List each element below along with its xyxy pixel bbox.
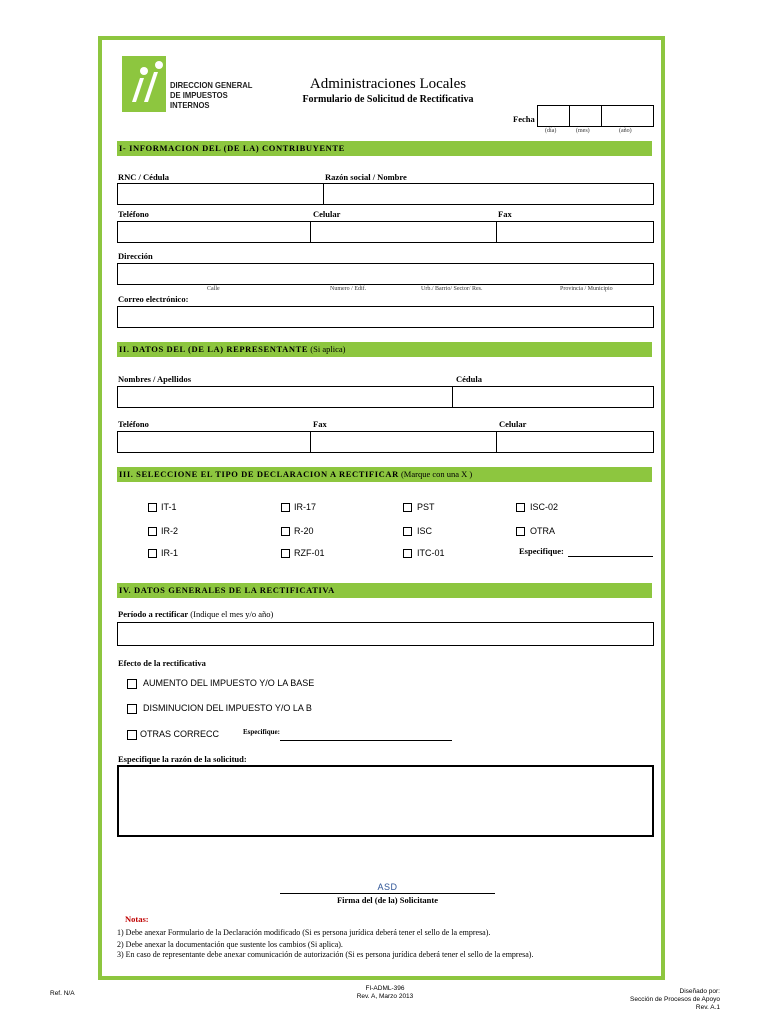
otras-label: OTRAS CORRECC <box>140 729 220 739</box>
fecha-divider <box>601 105 602 127</box>
rnc-razon-field[interactable] <box>117 183 654 205</box>
otras-especifique-label: Especifique: <box>243 728 280 736</box>
field-divider <box>496 431 497 453</box>
rnc-label: RNC / Cédula <box>118 172 170 182</box>
direccion-field[interactable] <box>117 263 654 285</box>
urb-hint: Urb./ Barrio/ Sector/ Res. <box>421 286 483 292</box>
aumento-label: AUMENTO DEL IMPUESTO Y/O LA BASE <box>143 678 315 688</box>
isc-checkbox[interactable] <box>403 527 412 536</box>
rep-contact-field[interactable] <box>117 431 654 453</box>
otras-especifique-line[interactable] <box>280 740 452 741</box>
periodo-hint: (Indique el mes y/o año) <box>188 609 274 619</box>
itc01-checkbox[interactable] <box>403 549 412 558</box>
itc01-label: ITC-01 <box>417 548 445 558</box>
section-title: III. SELECCIONE EL TIPO DE DECLARACION A RECTIFICAR <box>119 469 399 479</box>
org-line: DIRECCION GENERAL <box>170 80 253 90</box>
otra-label: OTRA <box>530 526 556 536</box>
footer-code: FI-ADML-396 <box>365 985 405 992</box>
field-divider <box>496 221 497 243</box>
periodo-label <box>118 609 273 619</box>
otras-checkbox[interactable] <box>127 730 137 740</box>
rep-telefono-label: Teléfono <box>118 419 149 429</box>
nombres-label: Nombres / Apellidos <box>118 374 192 384</box>
cedula-label: Cédula <box>456 374 482 384</box>
note-2: 2) Debe anexar la documentación que sustente los cambios (Si aplica). <box>117 940 343 949</box>
ir2-checkbox[interactable] <box>148 527 157 536</box>
section-note: (Marque con una X ) <box>398 469 473 479</box>
celular-label: Celular <box>313 209 341 219</box>
direccion-label: Dirección <box>118 251 153 261</box>
ir17-label: IR-17 <box>294 502 317 512</box>
signature-value[interactable]: ASD <box>377 882 398 892</box>
notes-title: Notas: <box>125 914 149 924</box>
it1-label: IT-1 <box>161 502 177 512</box>
razon-label: Razón social / Nombre <box>325 172 407 182</box>
fecha-label: Fecha <box>513 114 535 124</box>
ir1-label: IR-1 <box>161 548 179 558</box>
rep-celular-label: Celular <box>499 419 527 429</box>
fax-label: Fax <box>498 209 512 219</box>
correo-label: Correo electrónico: <box>118 294 189 304</box>
numero-hint: Numero / Edif. <box>330 286 367 292</box>
page-title: Administraciones Locales <box>309 76 467 92</box>
ir17-checkbox[interactable] <box>281 503 290 512</box>
ir1-checkbox[interactable] <box>148 549 157 558</box>
section-title: II. DATOS DEL (DE LA) REPRESENTANTE <box>119 344 309 354</box>
efecto-label: Efecto de la rectificativa <box>118 658 206 668</box>
especifique-label: Especifique: <box>519 546 564 556</box>
r20-checkbox[interactable] <box>281 527 290 536</box>
rzf01-label: RZF-01 <box>294 548 325 558</box>
isc02-checkbox[interactable] <box>516 503 525 512</box>
periodo-field[interactable] <box>117 622 654 646</box>
org-line: INTERNOS <box>170 100 210 110</box>
field-divider <box>310 431 311 453</box>
note-1: 1) Debe anexar Formulario de la Declaración modificado (Si es persona jurídica deberá tener el sello de la empresa). <box>117 928 491 937</box>
r20-label: R-20 <box>294 526 314 536</box>
fecha-divider <box>569 105 570 127</box>
footer-extra: Rev. A.1 <box>695 1004 720 1011</box>
section-tipo-header <box>117 467 652 482</box>
signature-line <box>280 893 495 894</box>
rzf01-checkbox[interactable] <box>281 549 290 558</box>
dia-label: (día) <box>545 128 557 134</box>
telefono-celular-fax-field[interactable] <box>117 221 654 243</box>
nombres-cedula-field[interactable] <box>117 386 654 408</box>
pst-checkbox[interactable] <box>403 503 412 512</box>
section-generales-header <box>117 583 652 598</box>
footer-ref: Ref. N/A <box>50 990 75 997</box>
especifique-line[interactable] <box>568 556 653 557</box>
section-title: I- INFORMACION DEL (DE LA) CONTRIBUYENTE <box>119 143 345 153</box>
note-3: 3) En caso de representante debe anexar comunicación de autorización (Si es persona jurídica deberá tener el sello de la empresa). <box>117 950 534 959</box>
signature-label: Firma del (de la) Solicitante <box>336 895 439 905</box>
disminucion-checkbox[interactable] <box>127 704 137 714</box>
correo-field[interactable] <box>117 306 654 328</box>
footer-rev: Rev. A, Marzo 2013 <box>356 993 414 1000</box>
mes-label: (mes) <box>576 128 590 134</box>
section-contribuyente-header <box>117 141 652 156</box>
section-representante-header <box>117 342 652 357</box>
ano-label: (año) <box>619 128 632 134</box>
field-divider <box>452 386 453 408</box>
it1-checkbox[interactable] <box>148 503 157 512</box>
field-divider <box>323 183 324 205</box>
calle-hint: Calle <box>207 286 220 292</box>
footer-dept: Sección de Procesos de Apoyo <box>630 996 720 1003</box>
isc-label: ISC <box>417 526 433 536</box>
otra-checkbox[interactable] <box>516 527 525 536</box>
provincia-hint: Provincia / Municipio <box>560 286 613 292</box>
section-note: (Si aplica) <box>308 344 346 354</box>
dgii-logo-icon <box>122 56 166 112</box>
rep-fax-label: Fax <box>313 419 327 429</box>
telefono-label: Teléfono <box>118 209 149 219</box>
periodo-text: Período a rectificar <box>118 609 189 619</box>
fecha-field[interactable] <box>537 105 654 127</box>
aumento-checkbox[interactable] <box>127 679 137 689</box>
razon-solicitud-label: Especifique la razón de la solicitud: <box>118 754 247 764</box>
org-line: DE IMPUESTOS <box>170 90 228 100</box>
razon-solicitud-textarea[interactable] <box>117 765 654 837</box>
pst-label: PST <box>417 502 435 512</box>
ir2-label: IR-2 <box>161 526 179 536</box>
field-divider <box>310 221 311 243</box>
section-title: IV. DATOS GENERALES DE LA RECTIFICATIVA <box>119 585 335 595</box>
isc02-label: ISC-02 <box>530 502 559 512</box>
footer-designed: Diseñado por: <box>679 988 720 995</box>
disminucion-label: DISMINUCION DEL IMPUESTO Y/O LA B <box>143 703 312 713</box>
page-subtitle: Formulario de Solicitud de Rectificativa <box>302 94 474 105</box>
